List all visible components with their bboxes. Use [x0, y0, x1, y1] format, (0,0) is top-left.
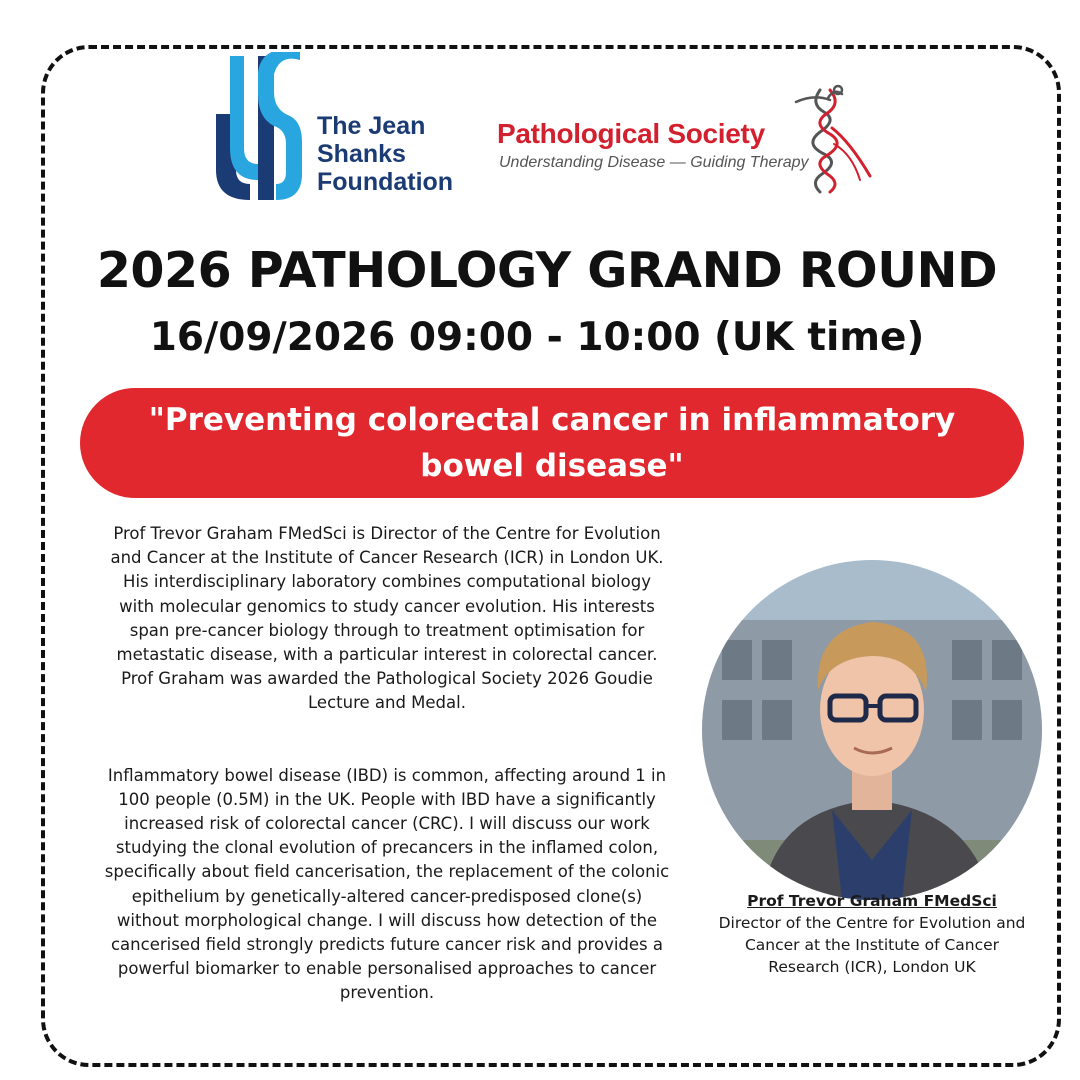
pathological-society-tagline: Understanding Disease — Guiding Therapy [499, 154, 809, 171]
talk-title-banner [80, 388, 1024, 498]
bio-paragraph-abstract: Inflammatory bowel disease (IBD) is common, affecting around 1 in 100 people (0.5M) in the UK. People with IBD have a significantly increased risk of colorectal cancer (CRC). I will discuss our work studying the clonal evolution of precancers in the inflamed colon, specifically about field cancerisation, the replacement of the colonic epithelium by genetically-altered cancer-predisposed clone(s) without morphological change. I will discuss how detection of the cancerised field strongly predicts future cancer risk and provides a powerful biomarker to enable personalised approaches to cancer prevention. [104, 765, 670, 1003]
speaker-caption [712, 890, 1032, 978]
jean-shanks-foundation-wordmark [317, 112, 453, 196]
jsf-line-3: Foundation [317, 168, 454, 196]
speaker-role: Director of the Centre for Evolution and Cancer at the Institute of Cancer Research (ICR), London UK [718, 914, 1026, 976]
event-title: 2026 PATHOLOGY GRAND ROUND [96, 242, 998, 299]
jsf-line-2: Shanks [317, 140, 406, 168]
talk-title: "Preventing colorectal cancer in inflammatory bowel disease" [148, 402, 956, 484]
speaker-portrait-illustration [702, 560, 1042, 900]
speaker-photo [702, 560, 1042, 900]
bio-paragraph-speaker: Prof Trevor Graham FMedSci is Director of the Centre for Evolution and Cancer at the Institute of Cancer Research (ICR) in London UK. His interdisciplinary laboratory combines computational biology with molecular genomics to study cancer evolution. His interests span pre-cancer biology through to treatment optimisation for metastatic disease, with a particular interest in colorectal cancer. Prof Graham was awarded the Pathological Society 2026 Goudie Lecture and Medal. [110, 524, 664, 713]
jsf-line-1: The Jean [317, 112, 426, 140]
speaker-name: Prof Trevor Graham FMedSci [747, 892, 997, 910]
pathological-society-emblem-icon [790, 84, 874, 194]
jean-shanks-foundation-logo-icon [210, 52, 306, 202]
jsf-mark-shapes [216, 52, 302, 200]
pathological-society-name: Pathological Society [497, 118, 765, 149]
ps-emblem-shapes [796, 86, 870, 192]
event-datetime: 16/09/2026 09:00 - 10:00 (UK time) [149, 315, 925, 360]
bio-text [104, 522, 670, 1054]
